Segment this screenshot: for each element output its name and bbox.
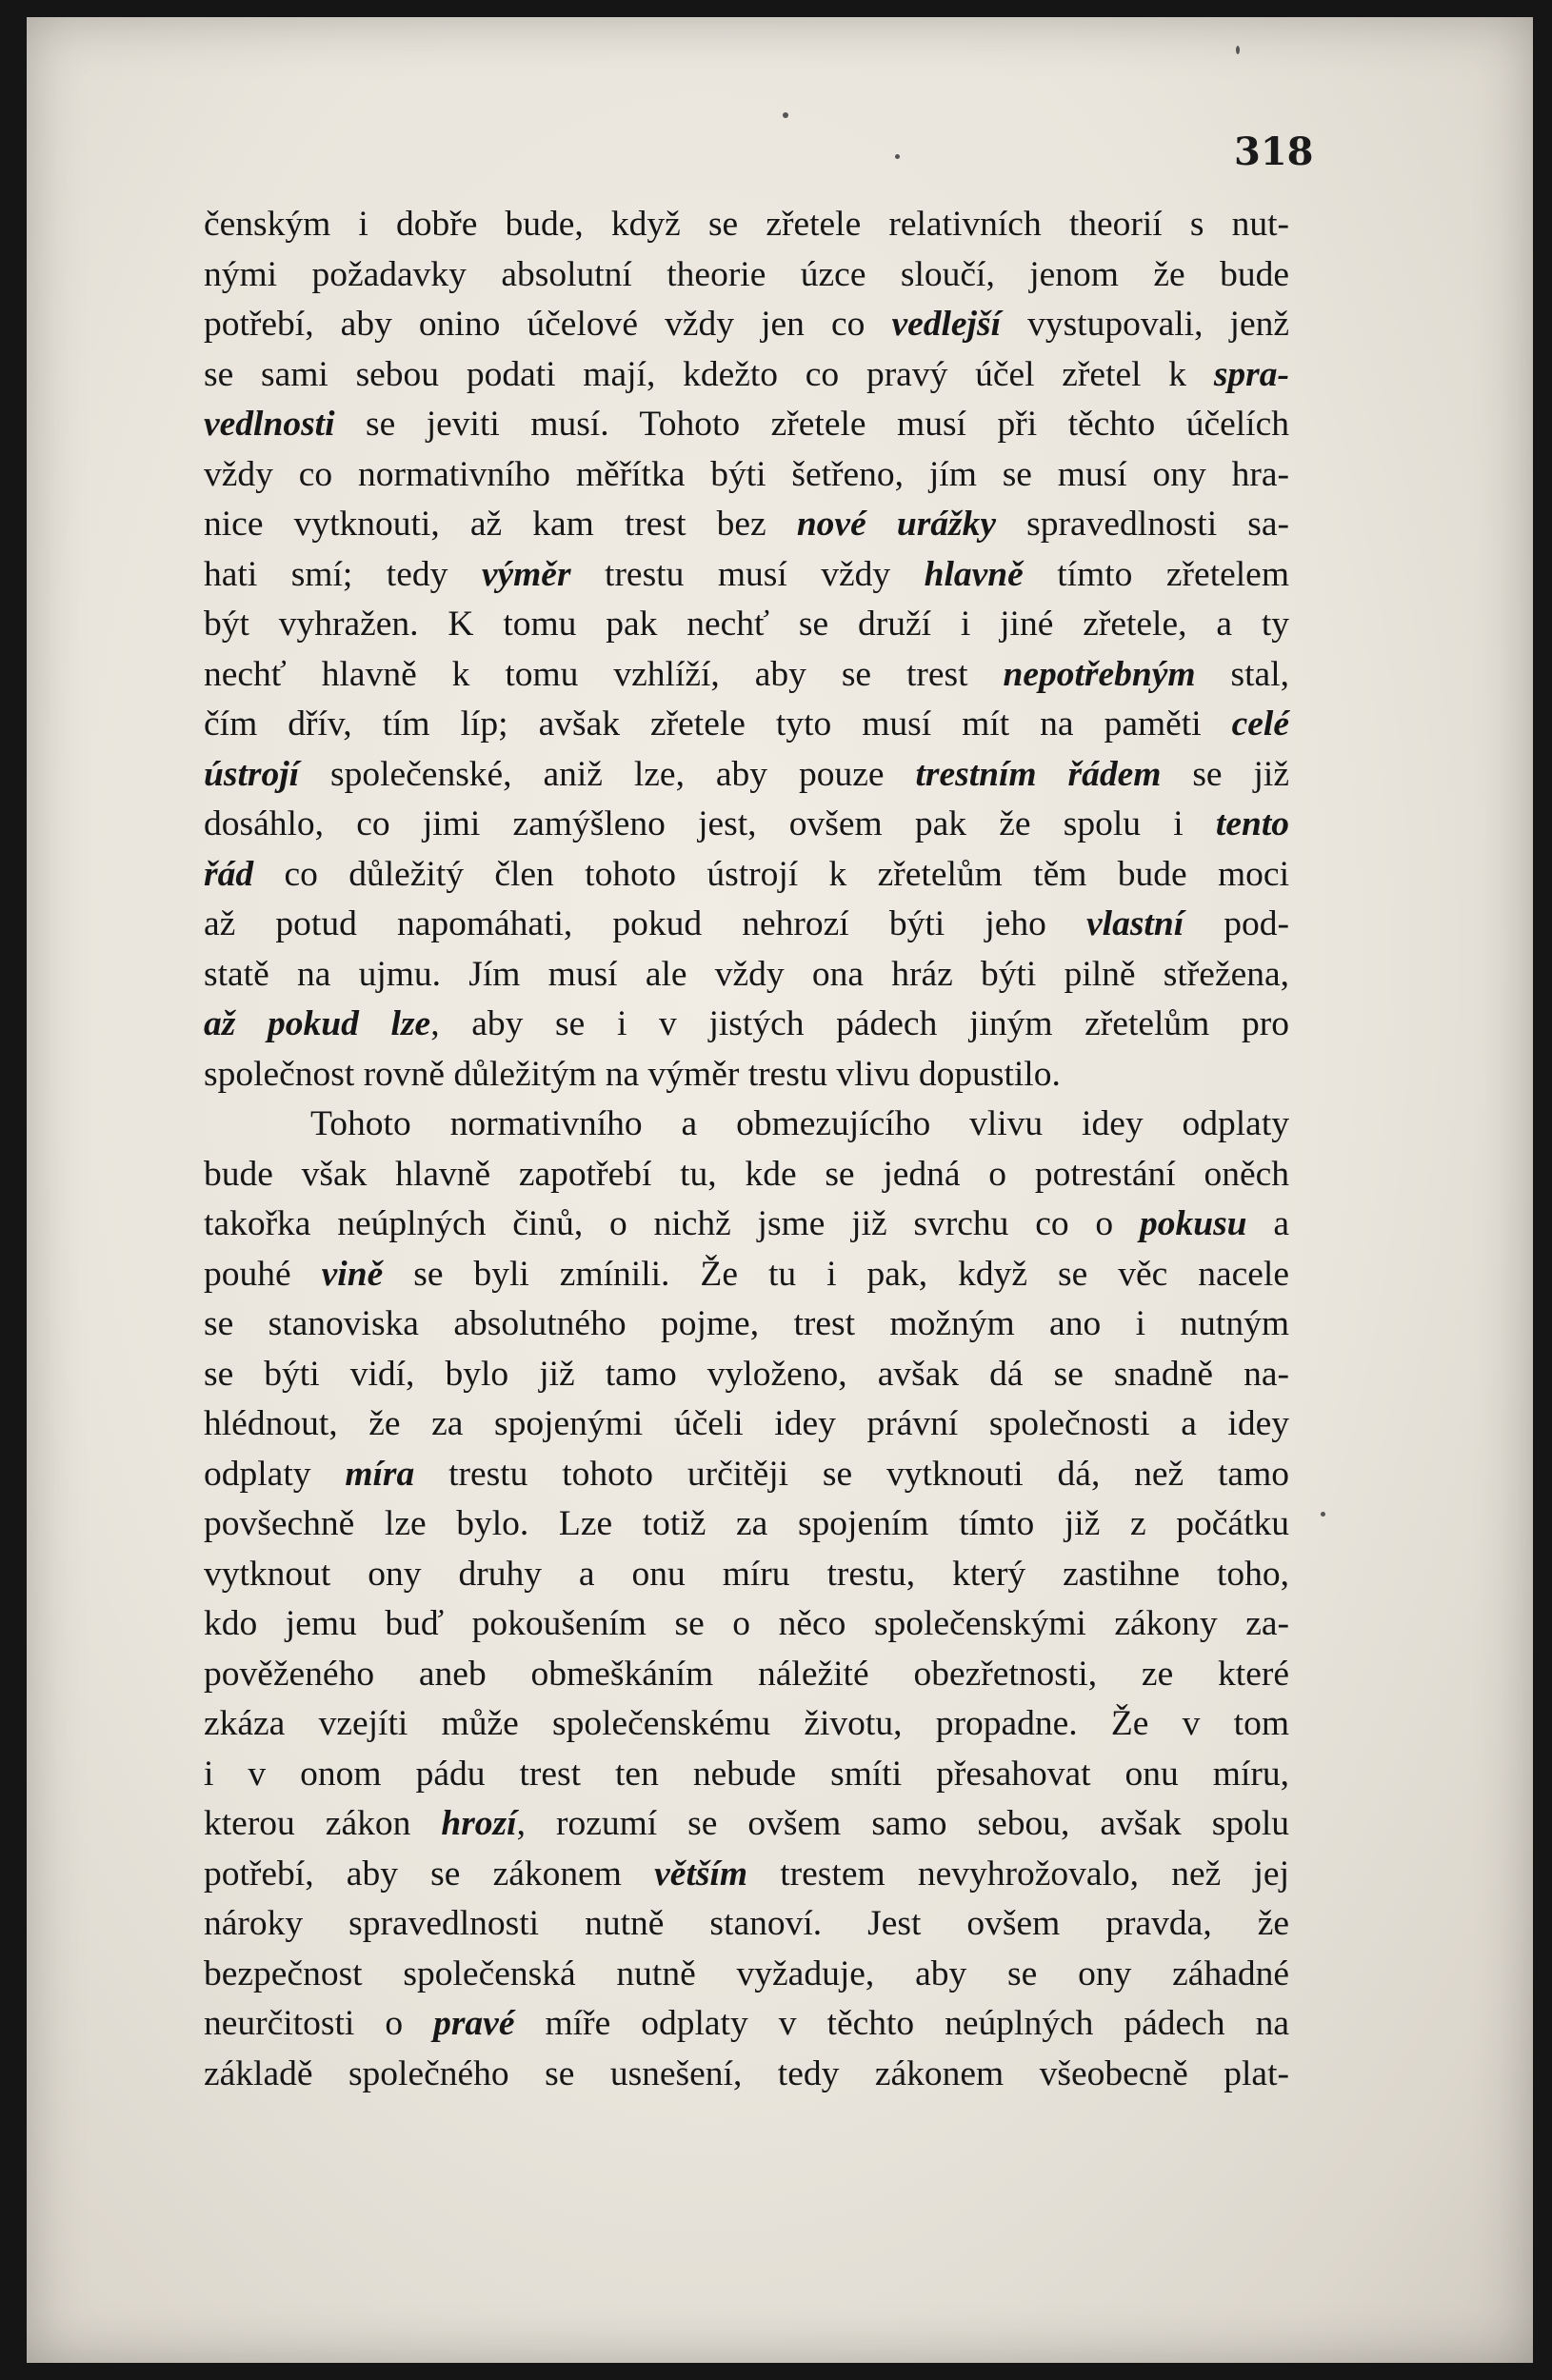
body-text: , aby se i v jistých pádech jiným zřetelům pro — [430, 1004, 1289, 1043]
body-text: bude však hlavně zapotřebí tu, kde se jedná o potrestání oněch — [204, 1154, 1289, 1194]
text-line — [204, 1000, 1289, 1050]
emphasis-text: pokusu — [1139, 1204, 1247, 1243]
text-line — [204, 1750, 1289, 1800]
emphasis-text: vině — [321, 1254, 384, 1294]
body-text: hlédnout, že za spojenými účeli idey právní společnosti a idey — [204, 1404, 1289, 1443]
body-text: se již — [1161, 754, 1289, 794]
text-line — [204, 850, 1289, 901]
text-line — [204, 1550, 1289, 1600]
emphasis-text: míra — [345, 1454, 415, 1494]
text-line — [204, 1499, 1289, 1550]
body-text: společnost rovně důležitým na výměr trestu vlivu dopustilo. — [204, 1054, 1061, 1094]
text-line — [204, 1850, 1289, 1900]
page-number: 318 — [1234, 129, 1314, 174]
body-text: základě společného se usnešení, tedy zákonem všeobecně plat- — [204, 2053, 1289, 2093]
text-line — [204, 1650, 1289, 1700]
body-text: nechť hlavně k tomu vzhlíží, aby se trest — [204, 654, 1004, 694]
body-text: bezpečnost společenská nutně vyžaduje, aby se ony záhadné — [204, 1954, 1289, 1993]
body-text: i v onom pádu trest ten nebude smíti přesahovat onu míru, — [204, 1754, 1289, 1794]
text-line — [204, 800, 1289, 850]
body-text: čenským i dobře bude, když se zřetele relativních theorií s nut- — [204, 205, 1289, 244]
emphasis-text: spra- — [1213, 354, 1289, 394]
text-line — [204, 300, 1289, 350]
emphasis-text: výměr — [481, 554, 571, 594]
text-line — [204, 1250, 1289, 1300]
body-text: nice vytknouti, až kam trest bez — [204, 505, 797, 544]
body-text: spravedlnosti sa- — [996, 505, 1289, 544]
body-text: potřebí, aby se zákonem — [204, 1854, 655, 1894]
body-text: statě na ujmu. Jím musí ale vždy ona hráz býti pilně střežena, — [204, 954, 1289, 994]
body-text: čím dřív, tím líp; avšak zřetele tyto musí mít na paměti — [204, 704, 1232, 744]
text-line — [204, 900, 1289, 950]
emphasis-text: řád — [204, 854, 254, 894]
body-text: povšechně lze bylo. Lze totiž za spojením tímto již z počátku — [204, 1504, 1289, 1543]
body-text: tímto zřetelem — [1023, 554, 1289, 594]
body-text: se býti vidí, bylo již tamo vyloženo, avšak dá se snadně na- — [204, 1354, 1289, 1394]
text-line — [204, 400, 1289, 450]
text-line — [204, 1599, 1289, 1650]
emphasis-text: ústrojí — [204, 754, 300, 794]
text-line — [204, 550, 1289, 601]
text-line — [204, 650, 1289, 701]
text-line — [204, 750, 1289, 801]
ink-speck — [783, 112, 788, 118]
body-text: pouhé — [204, 1254, 322, 1294]
body-text: takořka neúplných činů, o nichž jsme již svrchu co o — [204, 1204, 1140, 1243]
text-line — [204, 600, 1289, 650]
emphasis-text: až pokud lze — [204, 1004, 431, 1043]
emphasis-text: hlavně — [924, 554, 1024, 594]
body-text: se stanoviska absolutného pojme, trest možným ano i nutným — [204, 1304, 1289, 1343]
text-line — [204, 1950, 1289, 2000]
text-line — [204, 1699, 1289, 1750]
emphasis-text: vedlnosti — [204, 405, 335, 444]
body-text: vytknout ony druhy a onu míru trestu, který zastihne toho, — [204, 1554, 1289, 1594]
ink-speck — [895, 154, 900, 159]
body-text: zkáza vzejíti může společenskému životu, propadne. Že v tom — [204, 1704, 1289, 1743]
text-line — [204, 700, 1289, 750]
text-line — [204, 450, 1289, 501]
body-text: pod- — [1184, 904, 1289, 943]
body-text: stal, — [1195, 654, 1289, 694]
text-line — [204, 1100, 1289, 1150]
body-text: vystupovali, jenž — [1001, 305, 1289, 344]
body-text: co důležitý člen tohoto ústrojí k zřetelům těm bude moci — [253, 854, 1289, 894]
text-line — [204, 1999, 1289, 2050]
body-text: nými požadavky absolutní theorie úzce sloučí, jenom že bude — [204, 254, 1289, 294]
text-line — [204, 350, 1289, 401]
emphasis-text: celé — [1231, 704, 1289, 744]
body-text: , rozumí se ovšem samo sebou, avšak spolu — [516, 1804, 1290, 1843]
emphasis-text: hrozí — [441, 1804, 517, 1843]
text-line — [204, 1450, 1289, 1500]
body-text: odplaty — [204, 1454, 346, 1494]
emphasis-text: větším — [654, 1854, 748, 1894]
body-text: trestem nevyhrožovalo, než jej — [747, 1854, 1289, 1894]
body-text: dosáhlo, co jimi zamýšleno jest, ovšem pak že spolu i — [204, 804, 1216, 843]
emphasis-text: nepotřebným — [1003, 654, 1196, 694]
body-text: míře odplaty v těchto neúplných pádech na — [514, 2004, 1289, 2043]
body-text: trestu tohoto určitěji se vytknouti dá, než tamo — [414, 1454, 1289, 1494]
body-text: společenské, aniž lze, aby pouze — [299, 754, 916, 794]
body-text: se sami sebou podati mají, kdežto co pravý účel zřetel k — [204, 354, 1214, 394]
body-text: vždy co normativního měřítka býti šetřeno, jím se musí ony hra- — [204, 454, 1289, 494]
body-text: nároky spravedlnosti nutně stanoví. Jest ovšem pravda, že — [204, 1904, 1289, 1943]
body-text: potřebí, aby onino účelové vždy jen co — [204, 305, 892, 344]
body-text: neurčitosti o — [204, 2004, 434, 2043]
ink-speck — [1236, 46, 1240, 54]
body-text: kterou zákon — [204, 1804, 442, 1843]
text-line — [204, 1799, 1289, 1850]
text-line — [204, 2050, 1289, 2100]
text-line — [204, 200, 1289, 250]
body-text: kdo jemu buď pokoušením se o něco společenskými zákony za- — [204, 1604, 1289, 1643]
text-line — [204, 950, 1289, 1001]
text-line — [204, 1899, 1289, 1950]
body-text: se byli zmínili. Že tu i pak, když se věc nacele — [383, 1254, 1289, 1294]
text-line — [204, 1200, 1289, 1250]
text-line — [204, 1399, 1289, 1450]
text-line — [204, 1299, 1289, 1350]
emphasis-text: pravé — [433, 2004, 515, 2043]
text-line — [204, 1050, 1289, 1101]
text-line — [204, 500, 1289, 550]
emphasis-text: trestním řádem — [915, 754, 1162, 794]
body-text: až potud napomáhati, pokud nehrozí býti jeho — [204, 904, 1087, 943]
text-line — [204, 250, 1289, 301]
body-text: pověženého aneb obmeškáním náležité obezřetnosti, ze které — [204, 1654, 1289, 1694]
ink-speck — [1321, 1512, 1325, 1517]
body-text: hati smí; tedy — [204, 554, 482, 594]
emphasis-text: tento — [1215, 804, 1289, 843]
body-text: Tohoto normativního a obmezujícího vlivu idey odplaty — [310, 1104, 1289, 1143]
text-line — [204, 1150, 1289, 1200]
text-body — [204, 200, 1289, 2099]
body-text: a — [1246, 1204, 1289, 1243]
body-text: být vyhražen. K tomu pak nechť se druží i jiné zřetele, a ty — [204, 605, 1289, 644]
emphasis-text: vlastní — [1086, 904, 1184, 943]
emphasis-text: nové urážky — [796, 505, 997, 544]
emphasis-text: vedlejší — [891, 305, 1001, 344]
body-text: se jeviti musí. Tohoto zřetele musí při těchto účelích — [334, 405, 1289, 444]
body-text: trestu musí vždy — [570, 554, 925, 594]
text-line — [204, 1350, 1289, 1400]
